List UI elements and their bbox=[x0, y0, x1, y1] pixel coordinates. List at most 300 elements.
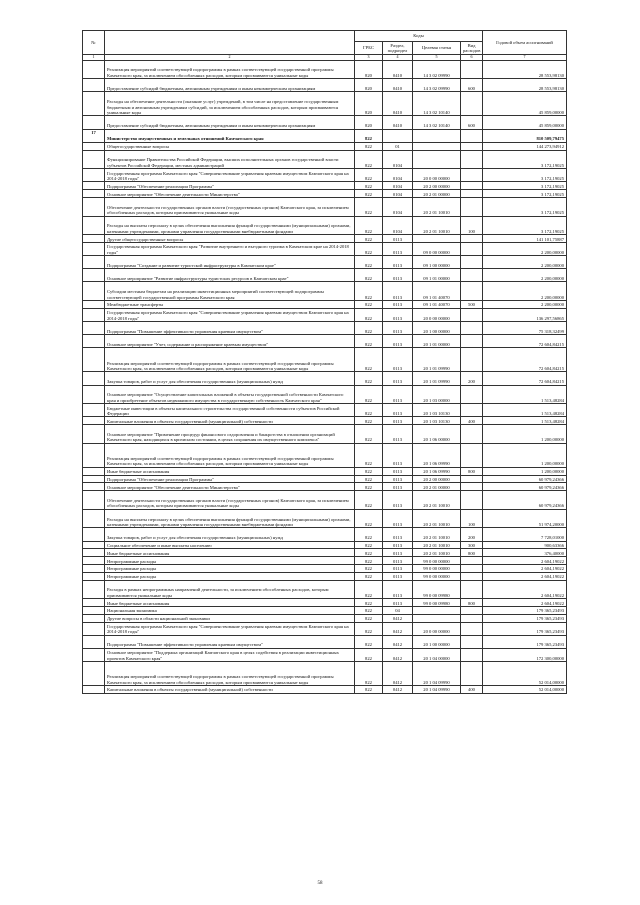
row-amount: 2 200,00000 bbox=[483, 301, 567, 309]
column-index-cell: 5 bbox=[413, 55, 461, 61]
row-amount: 2 200,00000 bbox=[483, 269, 567, 282]
row-cs bbox=[413, 614, 461, 622]
row-name: Основное мероприятие "Осуществление капитальных вложений в объекты государственной собственности Камчатского края и приобретение объектов недвижимого имущества в государственную собственность Камчатского края" bbox=[105, 385, 355, 404]
table-row bbox=[83, 483, 567, 491]
row-cs: 20 0 00 00000 bbox=[413, 622, 461, 635]
row-grbs: 822 bbox=[355, 197, 383, 216]
row-cs: 14 3 02 09990 bbox=[413, 79, 461, 92]
row-grbs: 822 bbox=[355, 169, 383, 182]
row-amount: 72 604,84215 bbox=[483, 348, 567, 372]
table-row bbox=[83, 129, 567, 142]
row-razdel: 0104 bbox=[383, 190, 413, 198]
row-razdel: 0113 bbox=[383, 322, 413, 335]
row-number bbox=[83, 235, 105, 243]
row-name: Капитальные вложения в объекты государственной (муниципальной) собственности bbox=[105, 417, 355, 425]
row-vr bbox=[461, 190, 483, 198]
row-razdel: 0412 bbox=[383, 622, 413, 635]
table-row bbox=[83, 549, 567, 557]
row-name: Закупка товаров, работ и услуг для обеспечения государственных (муниципальных) нужд bbox=[105, 372, 355, 385]
table-row bbox=[83, 308, 567, 321]
row-grbs: 822 bbox=[355, 467, 383, 475]
row-vr bbox=[461, 622, 483, 635]
row-cs bbox=[413, 606, 461, 614]
table-row bbox=[83, 269, 567, 282]
row-name: Бюджетные инвестиции в объекты капитального строительства государственной собственности субъектов Российской Федерации bbox=[105, 404, 355, 417]
table-row bbox=[83, 150, 567, 169]
row-grbs: 822 bbox=[355, 557, 383, 565]
row-cs: 20 1 01 09990 bbox=[413, 372, 461, 385]
row-name: Подпрограмма "Повышение эффективности управления краевым имуществом" bbox=[105, 635, 355, 648]
row-number bbox=[83, 348, 105, 372]
table-row bbox=[83, 599, 567, 607]
row-amount: 3 172,19025 bbox=[483, 216, 567, 235]
row-name: Другие общегосударственные вопросы bbox=[105, 235, 355, 243]
row-number bbox=[83, 572, 105, 580]
row-grbs: 822 bbox=[355, 599, 383, 607]
row-name: Расходы в рамках непрограммных направлений деятельности, за исключением обособленных расходов, которым присваиваются уникальные коды bbox=[105, 580, 355, 599]
table-row bbox=[83, 182, 567, 190]
row-grbs: 822 bbox=[355, 335, 383, 348]
row-vr: 800 bbox=[461, 467, 483, 475]
row-number bbox=[83, 509, 105, 528]
row-amount: 51 974,20000 bbox=[483, 509, 567, 528]
row-razdel: 0113 bbox=[383, 549, 413, 557]
row-vr bbox=[461, 256, 483, 269]
row-name: Предоставление субсидий бюджетным, автономным учреждениям и иным некоммерческим организациям bbox=[105, 79, 355, 92]
row-number bbox=[83, 197, 105, 216]
row-grbs: 822 bbox=[355, 129, 383, 142]
row-name: Реализация мероприятий соответствующей подпрограммы в рамках соответствующей государственной программы Камчатского края, за исключением обособленных расходов, которым присваиваются уникальные коды bbox=[105, 443, 355, 467]
row-number bbox=[83, 557, 105, 565]
column-index-cell: 2 bbox=[105, 55, 355, 61]
row-name: Министерство имущественных и земельных отношений Камчатского края bbox=[105, 129, 355, 142]
row-razdel: 0113 bbox=[383, 509, 413, 528]
row-vr bbox=[461, 614, 483, 622]
row-number bbox=[83, 182, 105, 190]
row-amount: 1 513,48284 bbox=[483, 404, 567, 417]
row-grbs: 822 bbox=[355, 622, 383, 635]
row-vr bbox=[461, 483, 483, 491]
row-grbs: 822 bbox=[355, 606, 383, 614]
row-vr: 800 bbox=[461, 599, 483, 607]
row-name: Непрограммные расходы bbox=[105, 557, 355, 565]
row-razdel: 0104 bbox=[383, 216, 413, 235]
row-vr: 300 bbox=[461, 541, 483, 549]
row-razdel: 0104 bbox=[383, 150, 413, 169]
row-grbs: 822 bbox=[355, 648, 383, 661]
row-razdel: 0113 bbox=[383, 404, 413, 417]
row-amount: 1 200,00000 bbox=[483, 467, 567, 475]
row-name: Иные бюджетные ассигнования bbox=[105, 467, 355, 475]
row-name: Подпрограмма "Повышение эффективности управления краевым имуществом" bbox=[105, 322, 355, 335]
table-row bbox=[83, 385, 567, 404]
row-number bbox=[83, 443, 105, 467]
table-row bbox=[83, 606, 567, 614]
row-name: Межбюджетные трансферты bbox=[105, 301, 355, 309]
row-number bbox=[83, 606, 105, 614]
row-amount: 45 859,00000 bbox=[483, 92, 567, 116]
row-number bbox=[83, 169, 105, 182]
row-number bbox=[83, 242, 105, 255]
row-amount: 3 172,19025 bbox=[483, 197, 567, 216]
row-grbs: 820 bbox=[355, 116, 383, 129]
row-grbs: 822 bbox=[355, 580, 383, 599]
column-index-cell: 4 bbox=[383, 55, 413, 61]
row-vr bbox=[461, 150, 483, 169]
row-cs: 99 0 00 09980 bbox=[413, 599, 461, 607]
row-razdel: 0113 bbox=[383, 572, 413, 580]
row-razdel: 0104 bbox=[383, 182, 413, 190]
row-number bbox=[83, 475, 105, 483]
row-cs: 20 1 03 10130 bbox=[413, 417, 461, 425]
row-cs bbox=[413, 150, 461, 169]
table-row bbox=[83, 235, 567, 243]
row-name: Государственная программа Камчатского края "Совершенствование управления краевым имуществом Камчатского края на 2014-2018 годы" bbox=[105, 622, 355, 635]
row-amount: 52 014,00000 bbox=[483, 686, 567, 694]
row-cs: 20 1 04 09990 bbox=[413, 686, 461, 694]
row-razdel: 0113 bbox=[383, 483, 413, 491]
row-amount: 45 859,00000 bbox=[483, 116, 567, 129]
row-number bbox=[83, 467, 105, 475]
row-cs: 20 2 01 00000 bbox=[413, 483, 461, 491]
row-razdel: 0113 bbox=[383, 557, 413, 565]
row-name: Обеспечение деятельности государственных органов власти (государственных органов) Камчатского края, за исключением обособленных расходов, которым присваиваются уникальные коды bbox=[105, 197, 355, 216]
table-row bbox=[83, 528, 567, 541]
row-razdel bbox=[383, 129, 413, 142]
row-grbs: 822 bbox=[355, 269, 383, 282]
page-number: 58 bbox=[317, 881, 323, 886]
row-vr bbox=[461, 606, 483, 614]
row-razdel: 0410 bbox=[383, 92, 413, 116]
row-vr bbox=[461, 308, 483, 321]
table-row bbox=[83, 686, 567, 694]
row-grbs: 822 bbox=[355, 541, 383, 549]
row-grbs: 822 bbox=[355, 182, 383, 190]
header-codes: Коды bbox=[355, 31, 483, 42]
row-vr bbox=[461, 348, 483, 372]
row-number bbox=[83, 190, 105, 198]
row-razdel: 0113 bbox=[383, 580, 413, 599]
row-name: Государственная программа Камчатского края "Совершенствование управления краевым имуществом Камчатского края на 2014-2018 годы" bbox=[105, 169, 355, 182]
row-amount: 52 014,00000 bbox=[483, 662, 567, 686]
row-name: Основное мероприятие "Учет, содержание и распоряжение краевым имуществом" bbox=[105, 335, 355, 348]
table-row bbox=[83, 417, 567, 425]
row-vr bbox=[461, 580, 483, 599]
row-name: Непрограммные расходы bbox=[105, 564, 355, 572]
row-cs: 20 2 01 10010 bbox=[413, 197, 461, 216]
row-vr bbox=[461, 169, 483, 182]
row-vr bbox=[461, 572, 483, 580]
row-vr bbox=[461, 425, 483, 444]
row-name: Национальная экономика bbox=[105, 606, 355, 614]
row-cs: 14 3 02 10140 bbox=[413, 92, 461, 116]
row-amount: 900,63366 bbox=[483, 541, 567, 549]
row-name: Иные бюджетные ассигнования bbox=[105, 549, 355, 557]
row-name: Общегосударственные вопросы bbox=[105, 142, 355, 150]
row-grbs: 822 bbox=[355, 256, 383, 269]
row-cs: 99 0 00 09980 bbox=[413, 580, 461, 599]
row-razdel: 0113 bbox=[383, 235, 413, 243]
row-vr bbox=[461, 60, 483, 79]
row-vr bbox=[461, 443, 483, 467]
row-vr: 400 bbox=[461, 686, 483, 694]
row-grbs: 822 bbox=[355, 322, 383, 335]
row-amount: 172 300,00000 bbox=[483, 648, 567, 661]
table-row bbox=[83, 197, 567, 216]
row-vr bbox=[461, 648, 483, 661]
row-grbs: 822 bbox=[355, 282, 383, 301]
row-grbs: 822 bbox=[355, 404, 383, 417]
row-razdel: 0113 bbox=[383, 256, 413, 269]
row-name: Государственная программа Камчатского края "Развитие внутреннего и въездного туризма в Камчатском крае на 2014-2018 годы" bbox=[105, 242, 355, 255]
row-amount: 2 604,19022 bbox=[483, 580, 567, 599]
row-grbs: 822 bbox=[355, 417, 383, 425]
row-name: Реализация мероприятий соответствующей подпрограммы в рамках соответствующей государственной программы Камчатского края, за исключением обособленных расходов, которым присваиваются уникальные коды bbox=[105, 348, 355, 372]
row-number bbox=[83, 282, 105, 301]
row-number bbox=[83, 648, 105, 661]
row-cs bbox=[413, 142, 461, 150]
row-vr bbox=[461, 242, 483, 255]
row-vr: 500 bbox=[461, 301, 483, 309]
row-number bbox=[83, 541, 105, 549]
row-grbs: 822 bbox=[355, 662, 383, 686]
row-cs bbox=[413, 235, 461, 243]
row-cs: 20 2 01 10010 bbox=[413, 549, 461, 557]
row-number bbox=[83, 635, 105, 648]
row-name: Социальное обеспечение и иные выплаты населению bbox=[105, 541, 355, 549]
row-name: Субсидии местным бюджетам на реализацию инвестиционных мероприятий соответствующей подпрограммы соответствующей государственной программы Камчатского края bbox=[105, 282, 355, 301]
row-name: Подпрограмма "Создание и развитие туристской инфраструктуры в Камчатском крае" bbox=[105, 256, 355, 269]
row-cs: 20 1 06 09990 bbox=[413, 467, 461, 475]
row-amount: 7 728,01000 bbox=[483, 528, 567, 541]
row-amount: 60 979,24366 bbox=[483, 491, 567, 510]
row-grbs: 822 bbox=[355, 348, 383, 372]
table-row bbox=[83, 572, 567, 580]
table-row bbox=[83, 443, 567, 467]
row-number bbox=[83, 385, 105, 404]
row-cs: 09 1 00 00000 bbox=[413, 256, 461, 269]
row-cs: 20 1 01 09990 bbox=[413, 348, 461, 372]
row-razdel: 0113 bbox=[383, 599, 413, 607]
row-vr: 100 bbox=[461, 216, 483, 235]
row-name: Основное мероприятие "Развитие инфраструктуры туристских ресурсов в Камчатском крае" bbox=[105, 269, 355, 282]
row-number bbox=[83, 372, 105, 385]
row-amount: 1 200,00000 bbox=[483, 443, 567, 467]
row-razdel: 0113 bbox=[383, 308, 413, 321]
row-vr: 400 bbox=[461, 417, 483, 425]
row-amount: 1 513,48284 bbox=[483, 385, 567, 404]
budget-table bbox=[82, 30, 567, 694]
row-cs: 20 2 01 10010 bbox=[413, 528, 461, 541]
row-cs: 20 1 03 10130 bbox=[413, 404, 461, 417]
row-number bbox=[83, 60, 105, 79]
row-name: Основное мероприятие "Применение процедур финансового оздоровления и банкротства в отношении организаций Камчатского края, находящихся в кризисном состоянии, в целях сохранения их имущественного комплекса" bbox=[105, 425, 355, 444]
row-name: Функционирование Правительства Российской Федерации, высших исполнительных органов государственной власти субъектов Российской Федерации, местных администраций bbox=[105, 150, 355, 169]
row-vr bbox=[461, 129, 483, 142]
table-row bbox=[83, 79, 567, 92]
table-row bbox=[83, 635, 567, 648]
row-amount: 2 604,19022 bbox=[483, 557, 567, 565]
header-vr: Вид расходов bbox=[461, 42, 483, 55]
row-cs: 20 2 01 00000 bbox=[413, 190, 461, 198]
table-row bbox=[83, 509, 567, 528]
row-cs: 20 1 06 09990 bbox=[413, 443, 461, 467]
row-grbs: 822 bbox=[355, 235, 383, 243]
row-razdel: 0410 bbox=[383, 116, 413, 129]
row-grbs: 822 bbox=[355, 150, 383, 169]
table-row bbox=[83, 116, 567, 129]
row-razdel: 0113 bbox=[383, 372, 413, 385]
row-cs: 20 1 06 00000 bbox=[413, 425, 461, 444]
table-row bbox=[83, 541, 567, 549]
row-name: Закупка товаров, работ и услуг для обеспечения государственных (муниципальных) нужд bbox=[105, 528, 355, 541]
row-razdel: 0113 bbox=[383, 385, 413, 404]
row-grbs: 822 bbox=[355, 142, 383, 150]
header-num: № bbox=[83, 31, 105, 55]
row-razdel: 0113 bbox=[383, 443, 413, 467]
row-number bbox=[83, 662, 105, 686]
column-index-cell: 1 bbox=[83, 55, 105, 61]
row-number bbox=[83, 564, 105, 572]
table-row bbox=[83, 580, 567, 599]
row-vr bbox=[461, 404, 483, 417]
row-vr: 200 bbox=[461, 372, 483, 385]
row-razdel: 0113 bbox=[383, 475, 413, 483]
row-vr bbox=[461, 282, 483, 301]
row-vr bbox=[461, 335, 483, 348]
row-amount: 1 513,48284 bbox=[483, 417, 567, 425]
row-grbs: 822 bbox=[355, 572, 383, 580]
row-amount: 144 273,94912 bbox=[483, 142, 567, 150]
row-amount: 3 172,19025 bbox=[483, 190, 567, 198]
table-row bbox=[83, 475, 567, 483]
row-razdel: 04 bbox=[383, 606, 413, 614]
row-amount: 2 604,19022 bbox=[483, 572, 567, 580]
row-number bbox=[83, 150, 105, 169]
row-cs: 20 1 01 00000 bbox=[413, 335, 461, 348]
header-grbs: ГРБС bbox=[355, 42, 383, 55]
row-cs: 14 3 02 09990 bbox=[413, 60, 461, 79]
row-name: Расходы на обеспечение деятельности (оказание услуг) учреждений, в том числе на предоставление государственным бюджетным и автономным учреждениям субсидий, за исключением обособленных расходов, которым присваиваются уникальные коды bbox=[105, 92, 355, 116]
row-razdel: 0412 bbox=[383, 614, 413, 622]
row-cs: 20 1 00 00000 bbox=[413, 635, 461, 648]
row-amount: 179 365,23493 bbox=[483, 614, 567, 622]
row-number bbox=[83, 116, 105, 129]
row-razdel: 0113 bbox=[383, 425, 413, 444]
row-amount: 3 172,19025 bbox=[483, 169, 567, 182]
table-row bbox=[83, 614, 567, 622]
row-number bbox=[83, 92, 105, 116]
row-name: Предоставление субсидий бюджетным, автономным учреждениям и иным некоммерческим организациям bbox=[105, 116, 355, 129]
row-razdel: 0412 bbox=[383, 648, 413, 661]
row-number bbox=[83, 528, 105, 541]
row-name: Непрограммные расходы bbox=[105, 572, 355, 580]
row-grbs: 822 bbox=[355, 549, 383, 557]
row-cs: 20 2 00 00000 bbox=[413, 182, 461, 190]
row-amount: 75 318,32499 bbox=[483, 322, 567, 335]
row-razdel: 0113 bbox=[383, 242, 413, 255]
row-number bbox=[83, 599, 105, 607]
row-amount: 28 553,98130 bbox=[483, 60, 567, 79]
row-vr: 200 bbox=[461, 528, 483, 541]
row-number bbox=[83, 622, 105, 635]
row-number bbox=[83, 335, 105, 348]
row-razdel: 01 bbox=[383, 142, 413, 150]
header-name bbox=[105, 31, 355, 55]
row-amount: 72 604,84215 bbox=[483, 372, 567, 385]
row-amount: 2 200,00000 bbox=[483, 256, 567, 269]
row-grbs: 822 bbox=[355, 372, 383, 385]
header-volume: Годовой объем ассигнований bbox=[483, 31, 567, 55]
row-name: Реализация мероприятий соответствующей подпрограммы в рамках соответствующей государственной программы Камчатского края, за исключением обособленных расходов, которым присваиваются уникальные коды bbox=[105, 60, 355, 79]
table-row bbox=[83, 348, 567, 372]
row-cs: 20 0 00 00000 bbox=[413, 169, 461, 182]
table-row bbox=[83, 335, 567, 348]
row-cs: 09 1 01 40070 bbox=[413, 282, 461, 301]
row-amount: 3 172,19025 bbox=[483, 182, 567, 190]
row-name: Подпрограмма "Обеспечение реализации Программы" bbox=[105, 475, 355, 483]
row-number bbox=[83, 425, 105, 444]
row-grbs: 822 bbox=[355, 635, 383, 648]
row-cs: 20 1 04 00000 bbox=[413, 648, 461, 661]
row-number bbox=[83, 79, 105, 92]
table-row bbox=[83, 322, 567, 335]
row-razdel: 0113 bbox=[383, 467, 413, 475]
row-number bbox=[83, 404, 105, 417]
column-index-cell: 6 bbox=[461, 55, 483, 61]
header-cs: Целевая статья bbox=[413, 42, 461, 55]
table-row bbox=[83, 467, 567, 475]
table-row bbox=[83, 491, 567, 510]
row-grbs: 822 bbox=[355, 686, 383, 694]
row-grbs: 822 bbox=[355, 528, 383, 541]
table-row bbox=[83, 425, 567, 444]
row-name: Государственная программа Камчатского края "Совершенствование управления краевым имуществом Камчатского края на 2014-2018 годы" bbox=[105, 308, 355, 321]
row-razdel: 0410 bbox=[383, 79, 413, 92]
row-number bbox=[83, 308, 105, 321]
row-cs: 20 2 01 10010 bbox=[413, 509, 461, 528]
row-amount: 1 200,00000 bbox=[483, 425, 567, 444]
table-row bbox=[83, 190, 567, 198]
row-cs: 09 1 01 00000 bbox=[413, 269, 461, 282]
row-grbs: 822 bbox=[355, 564, 383, 572]
table-row bbox=[83, 142, 567, 150]
row-vr: 600 bbox=[461, 79, 483, 92]
row-razdel: 0113 bbox=[383, 282, 413, 301]
row-name: Основное мероприятие "Поддержка организаций Камчатского края в целях содействия в реализации инвестиционных проектов Камчатского края" bbox=[105, 648, 355, 661]
table-row bbox=[83, 557, 567, 565]
row-grbs: 822 bbox=[355, 242, 383, 255]
row-razdel: 0104 bbox=[383, 197, 413, 216]
row-amount: 141 101,75887 bbox=[483, 235, 567, 243]
row-number bbox=[83, 142, 105, 150]
row-amount: 60 979,24366 bbox=[483, 483, 567, 491]
row-razdel: 0113 bbox=[383, 491, 413, 510]
row-razdel: 0113 bbox=[383, 269, 413, 282]
row-cs: 14 3 02 10140 bbox=[413, 116, 461, 129]
row-grbs: 822 bbox=[355, 385, 383, 404]
table-row bbox=[83, 372, 567, 385]
row-vr bbox=[461, 142, 483, 150]
row-grbs: 820 bbox=[355, 92, 383, 116]
row-number bbox=[83, 417, 105, 425]
row-amount: 810 509,79475 bbox=[483, 129, 567, 142]
row-amount: 179 365,23493 bbox=[483, 635, 567, 648]
row-razdel: 0410 bbox=[383, 60, 413, 79]
row-name: Другие вопросы в области национальной экономики bbox=[105, 614, 355, 622]
row-name: Реализация мероприятий соответствующей подпрограммы в рамках соответствующей государственной программы Камчатского края, за исключением обособленных расходов, которым присваиваются уникальные коды bbox=[105, 662, 355, 686]
row-cs: 20 0 00 00000 bbox=[413, 308, 461, 321]
